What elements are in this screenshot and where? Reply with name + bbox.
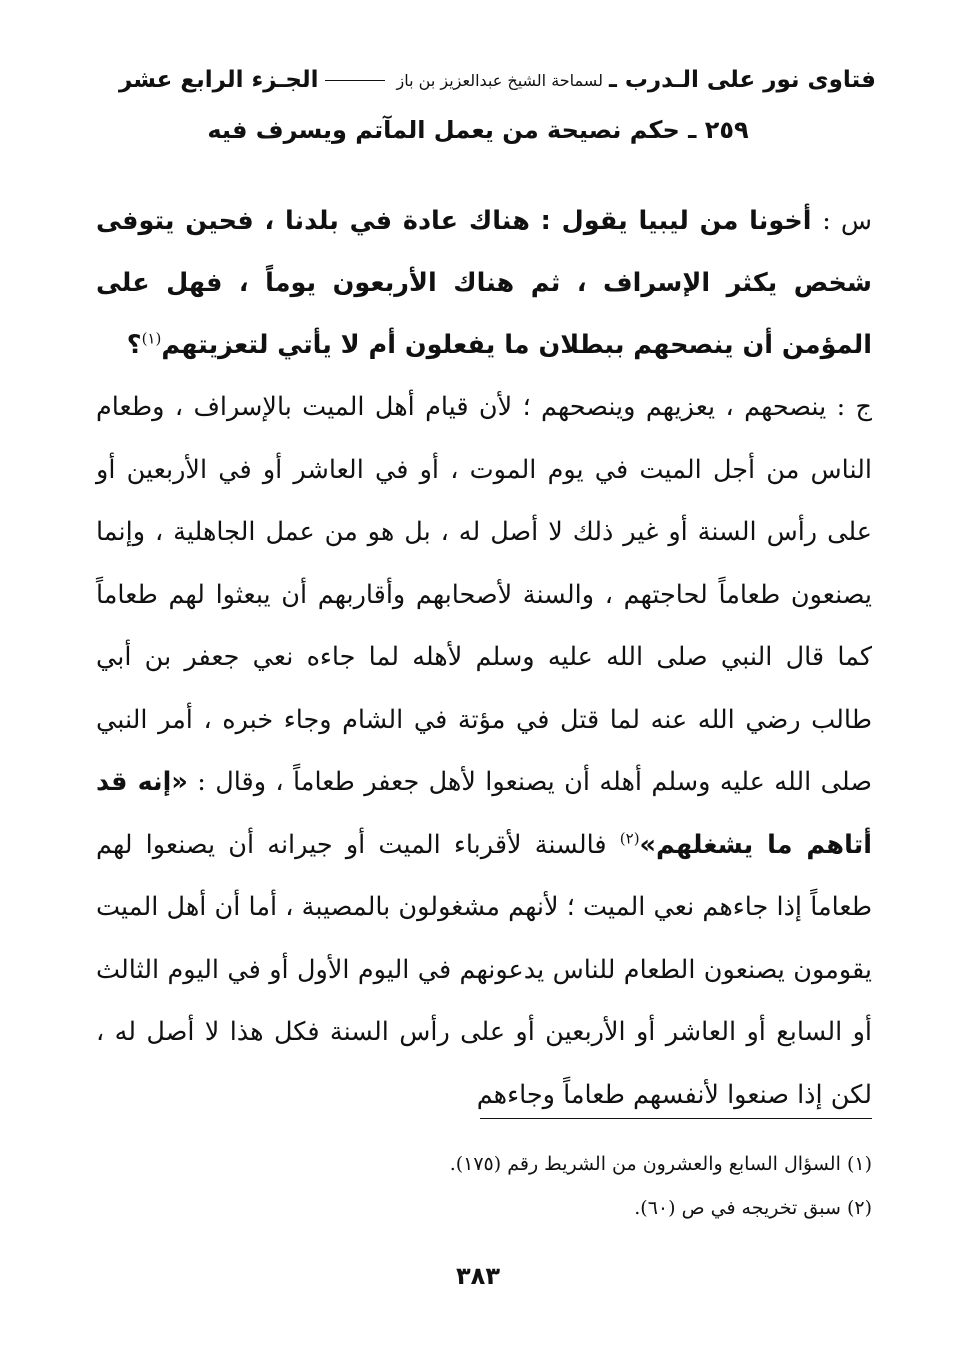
footnote-separator	[480, 1118, 872, 1119]
footnote-text: سبق تخريجه في ص (٦٠).	[634, 1197, 841, 1219]
running-header	[120, 60, 876, 100]
volume-label: الجـزء الرابع عشر	[118, 67, 319, 93]
book-title: فتاوى نور على الـدرب ـ	[608, 67, 876, 93]
fatwa-body	[96, 190, 872, 1126]
question-text: أخونا من ليبيا يقول : هناك عادة في بلدنا ، فحين يتوفى شخص يكثر الإسراف ، ثم هناك الأربعون يوماً ، فهل على المؤمن أن ينصحهم ببطلان ما يفعلون أم لا يأتي لتعزيتهم	[96, 206, 872, 360]
answer-label: ج :	[836, 392, 872, 422]
question-paragraph	[96, 190, 872, 376]
footnote-marker: (٢)	[846, 1197, 872, 1219]
page-number: ٣٨٣	[456, 1262, 500, 1290]
footnote-text: السؤال السابع والعشرون من الشريط رقم (١٧٥).	[449, 1153, 841, 1175]
answer-text-part1: ينصحهم ، يعزيهم وينصحهم ؛ لأن قيام أهل الميت بالإسراف ، وطعام الناس من أجل الميت في يوم الموت ، أو في العاشر أو في الأربعين أو على رأس السنة أو غير ذلك لا أصل له ، بل هو من عمل الجاهلية ، وإنما يصنعون طعاماً لحاجتهم ، والسنة لأصحابهم وأقاربهم أن يبعثوا لهم طعاماً كما قال النبي صلى الله عليه وسلم لأهله لما جاءه نعي جعفر بن أبي طالب رضي الله عنه لما قتل في مؤتة في الشام وجاء خبره ، أمر النبي صلى الله عليه وسلم أهله أن يصنعوا لأهل جعفر طعاماً ، وقال :	[96, 392, 872, 797]
question-mark: ؟	[126, 330, 142, 360]
footnote-ref-2[interactable]: (٢)	[619, 829, 640, 847]
answer-text-part2: فالسنة لأقرباء الميت أو جيرانه أن يصنعوا لهم طعاماً إذا جاءهم نعي الميت ؛ لأنهم مشغولون بالمصيبة ، أما أن أهل الميت يقومون يصنعون الطعام للناس يدعونهم في اليوم الأول أو في اليوم الثالث أو السابع أو العاشر أو الأربعين أو على رأس السنة فكل هذا لا أصل له ، لكن إذا صنعوا لأنفسهم طعاماً وجاءهم	[96, 829, 872, 1110]
hadith-quote: «إنه قد أتاهم ما يشغلهم»	[96, 767, 872, 860]
question-label: س :	[822, 206, 872, 236]
section-title: ٢٥٩ ـ حكم نصيحة من يعمل المآتم ويسرف فيه	[207, 116, 749, 144]
footnote-2	[96, 1186, 872, 1230]
footnote-marker: (١)	[846, 1153, 872, 1175]
answer-paragraph	[96, 376, 872, 1126]
footnotes	[96, 1142, 872, 1230]
author-name: لسماحة الشيخ عبدالعزيز بن باز	[396, 70, 603, 90]
header-rule	[325, 80, 385, 81]
footnote-1	[96, 1142, 872, 1186]
footnote-ref-1[interactable]: (١)	[141, 329, 162, 348]
